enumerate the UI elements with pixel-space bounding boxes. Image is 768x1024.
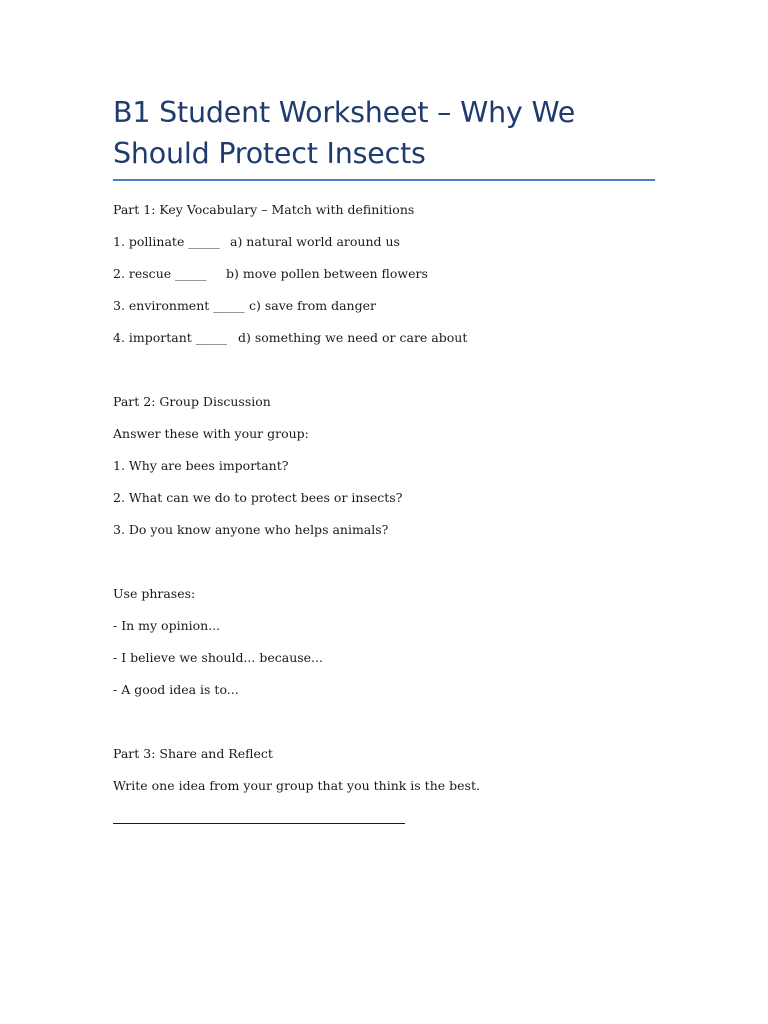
vocab-word-3: 3. environment _____ <box>113 298 245 313</box>
phrase-1: - In my opinion... <box>113 618 221 633</box>
vocab-word-4: 4. important _____ <box>113 330 228 345</box>
worksheet-title: B1 Student Worksheet – Why We Should Protect Insects <box>113 96 576 170</box>
discussion-question-3: 3. Do you know anyone who helps animals? <box>113 522 389 537</box>
part3-heading: Part 3: Share and Reflect <box>113 746 273 761</box>
discussion-question-2: 2. What can we do to protect bees or insects? <box>113 490 403 505</box>
part2-heading: Part 2: Group Discussion <box>113 394 271 409</box>
vocab-definition-c: c) save from danger <box>249 298 376 313</box>
vocab-word-2: 2. rescue _____ <box>113 266 207 281</box>
phrases-label: Use phrases: <box>113 586 196 601</box>
part1-heading: Part 1: Key Vocabulary – Match with definitions <box>113 202 415 217</box>
part2-intro: Answer these with your group: <box>113 426 309 441</box>
vocab-definition-d: d) something we need or care about <box>238 330 468 345</box>
phrase-3: - A good idea is to... <box>113 682 239 697</box>
phrase-2: - I believe we should... because... <box>113 650 323 665</box>
vocab-definition-a: a) natural world around us <box>230 234 400 249</box>
discussion-question-1: 1. Why are bees important? <box>113 458 289 473</box>
answer-blank-line[interactable] <box>113 823 405 824</box>
part3-prompt: Write one idea from your group that you think is the best. <box>113 778 480 793</box>
vocab-definition-b: b) move pollen between flowers <box>226 266 428 281</box>
vocab-word-1: 1. pollinate _____ <box>113 234 220 249</box>
title-underline <box>113 179 655 181</box>
